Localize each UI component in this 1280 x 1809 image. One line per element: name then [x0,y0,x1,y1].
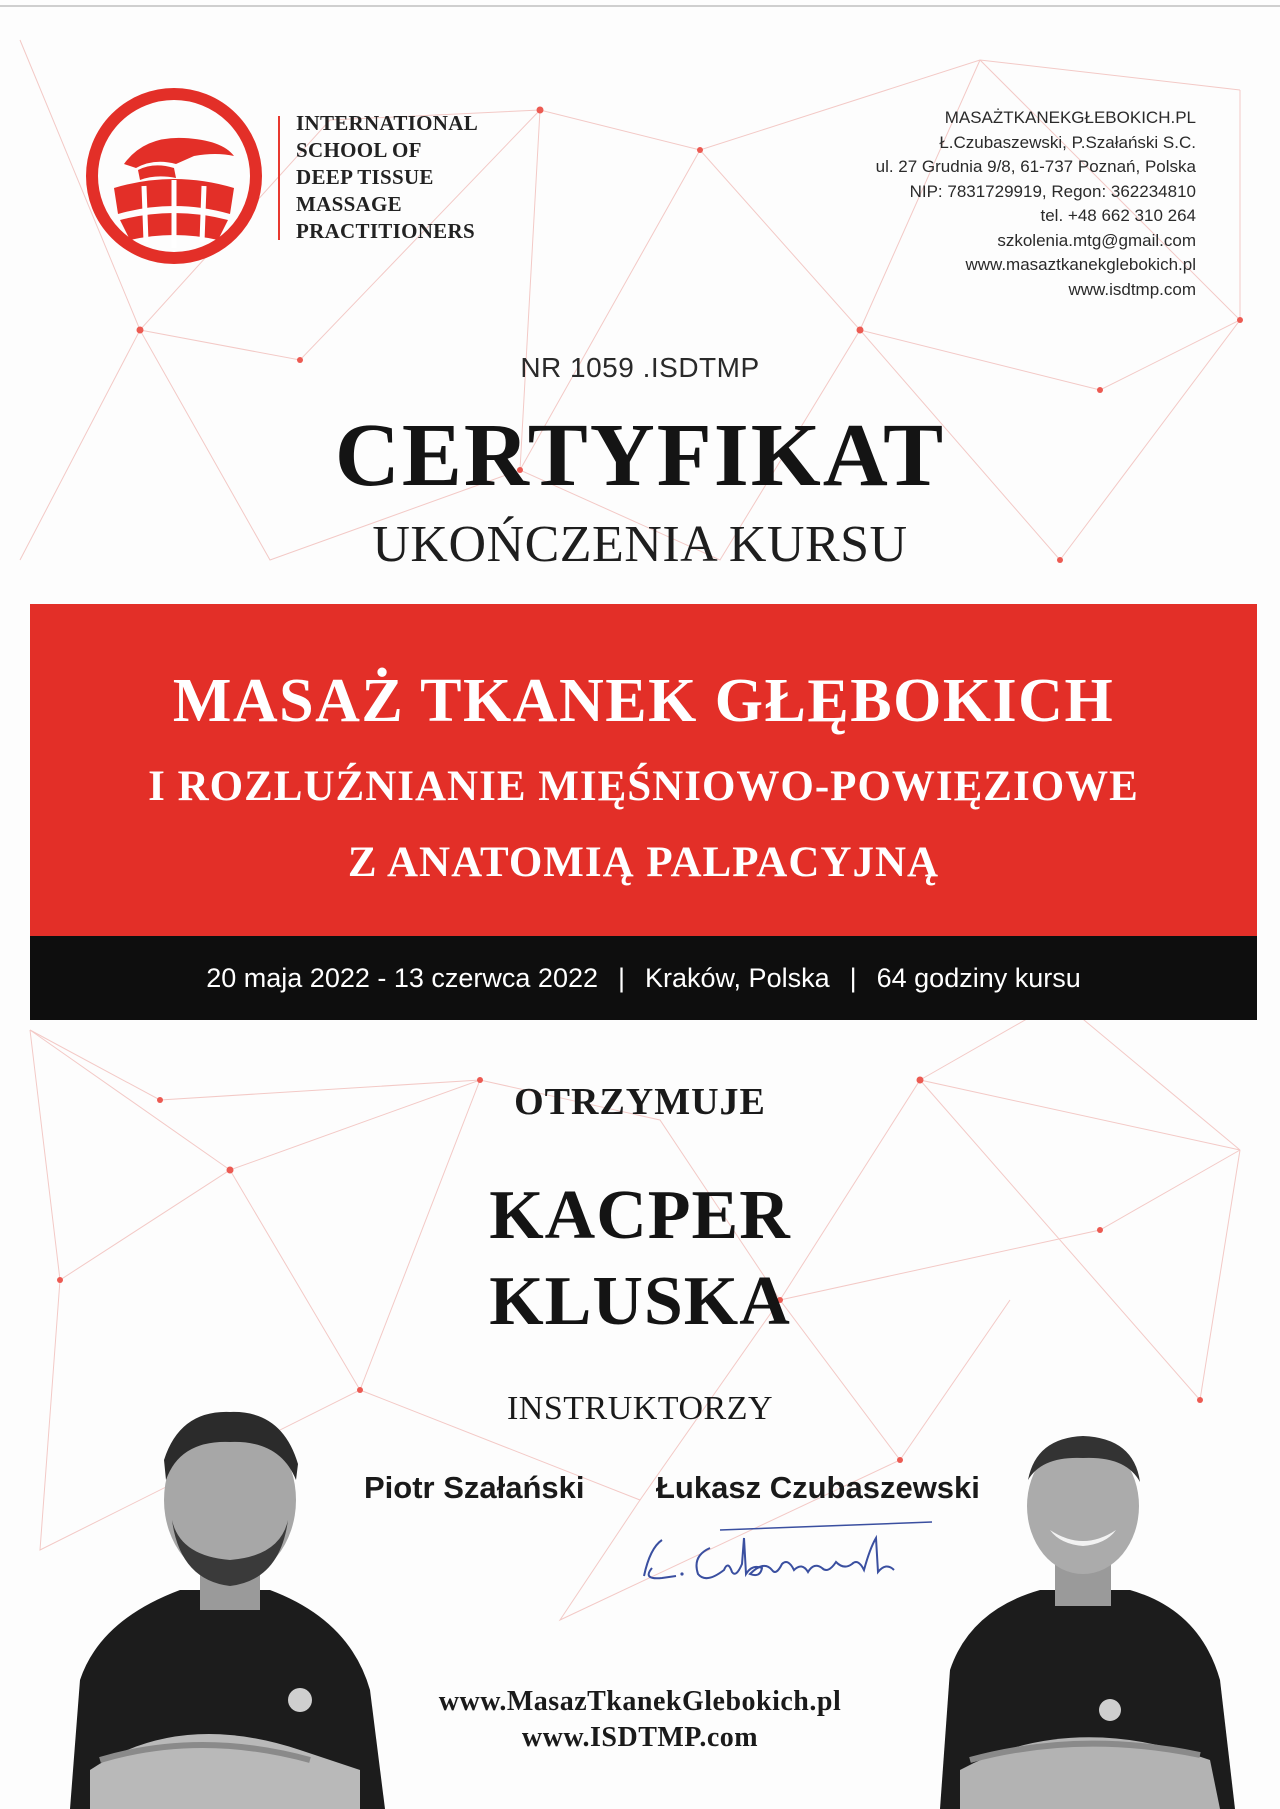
school-line: INTERNATIONAL [296,111,479,135]
certificate-subtitle: UKOŃCZENIA KURSU [372,516,908,573]
certificate-title: CERTYFIKAT [334,406,946,505]
instructor-name: Piotr Szałański [364,1470,585,1505]
contact-line: MASAŻTKANEKGŁEBOKICH.PL [944,108,1196,127]
recipient-first-name: KACPER [489,1177,791,1254]
certificate-number: NR 1059 .ISDTMP [520,352,760,383]
school-line: PRACTITIONERS [296,219,475,243]
school-line: DEEP TISSUE [296,165,434,189]
course-title-line: I ROZLUŹNIANIE MIĘŚNIOWO-POWIĘZIOWE [148,763,1139,810]
course-hours: 64 godziny kursu [876,962,1081,993]
contact-line: www.isdtmp.com [1068,279,1196,299]
separator: | [849,962,857,993]
course-banner [30,604,1257,936]
instructors-label: INSTRUKTORZY [506,1390,774,1427]
contact-block [876,106,1196,302]
school-line: SCHOOL OF [296,138,422,162]
contact-line: ul. 27 Grudnia 9/8, 61-737 Poznań, Polska [875,157,1196,176]
signature-image [632,1518,972,1598]
recipient-last-name: KLUSKA [489,1263,791,1340]
logo-divider [278,116,280,240]
course-dates: 20 maja 2022 - 13 czerwca 2022 [206,962,598,993]
contact-line: NIP: 7831729919, Regon: 362234810 [909,181,1196,201]
course-location: Kraków, Polska [645,962,830,993]
contact-line: www.masaztkanekglebokich.pl [965,255,1196,274]
school-name [296,110,478,245]
separator: | [618,962,626,993]
recipient-label: OTRZYMUJE [514,1081,766,1123]
hand-over-globe-icon [84,86,264,266]
footer-website[interactable]: www.MasazTkanekGlebokich.pl [438,1686,842,1717]
school-line: MASSAGE [296,192,402,216]
course-title-line: Z ANATOMIĄ PALPACYJNĄ [347,839,940,886]
contact-line: tel. +48 662 310 264 [1040,206,1196,225]
instructor-name: Łukasz Czubaszewski [656,1470,980,1505]
footer-website[interactable]: www.ISDTMP.com [521,1722,759,1753]
course-title-line: MASAŻ TKANEK GŁĘBOKICH [172,667,1115,735]
course-details-bar [30,936,1257,1020]
contact-line: szkolenia.mtg@gmail.com [997,230,1196,250]
contact-line: Ł.Czubaszewski, P.Szałański S.C. [939,132,1196,152]
